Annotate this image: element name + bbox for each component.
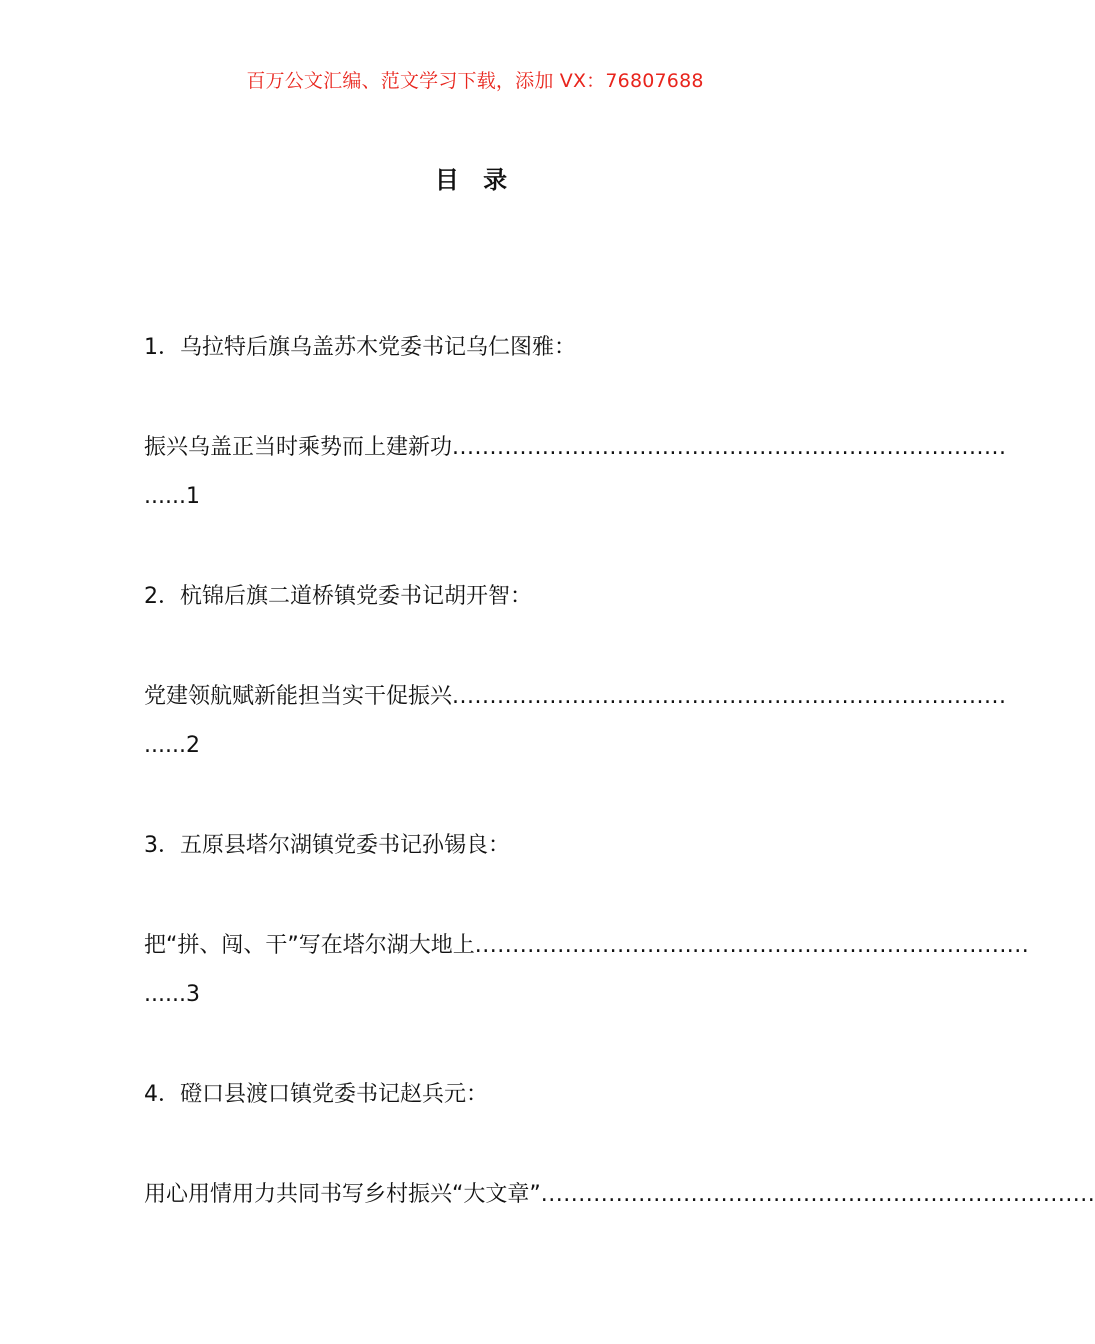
toc-entry-link[interactable]	[144, 930, 1030, 962]
toc-page-number: ......2	[144, 733, 200, 758]
header-note: 百万公文汇编、范文学习下载，添加 VX：76807688	[246, 70, 704, 92]
toc-entry-title: 把“拼、闯、干”写在塔尔湖大地上	[144, 933, 475, 958]
toc-entry-title: 振兴乌盖正当时乘势而上建新功	[144, 435, 453, 460]
toc-page-number: ......3	[144, 982, 200, 1007]
dot-leader: ..........................................................................	[452, 684, 1007, 709]
toc-entry-heading: 1．乌拉特后旗乌盖苏木党委书记乌仁图雅：	[144, 335, 576, 360]
toc-page-number: ......1	[144, 484, 200, 509]
dot-leader: ..........................................................................	[452, 435, 1007, 460]
toc-entry-title: 用心用情用力共同书写乡村振兴“大文章”	[144, 1182, 541, 1207]
toc-entry-title: 党建领航赋新能担当实干促振兴	[144, 684, 453, 709]
dot-leader: ..........................................................................	[474, 933, 1030, 958]
toc-entry-heading: 4．磴口县渡口镇党委书记赵兵元：	[144, 1082, 488, 1107]
toc-entry-link[interactable]	[144, 681, 1007, 713]
toc-entry-link[interactable]	[144, 1179, 1095, 1211]
dot-leader: ..........................................................................	[540, 1182, 1095, 1207]
toc-entry-heading: 3．五原县塔尔湖镇党委书记孙锡良：	[144, 833, 510, 858]
page-title: 目 录	[434, 166, 516, 194]
toc-entry-link[interactable]	[144, 432, 1007, 464]
toc-entry-heading: 2．杭锦后旗二道桥镇党委书记胡开智：	[144, 584, 532, 609]
